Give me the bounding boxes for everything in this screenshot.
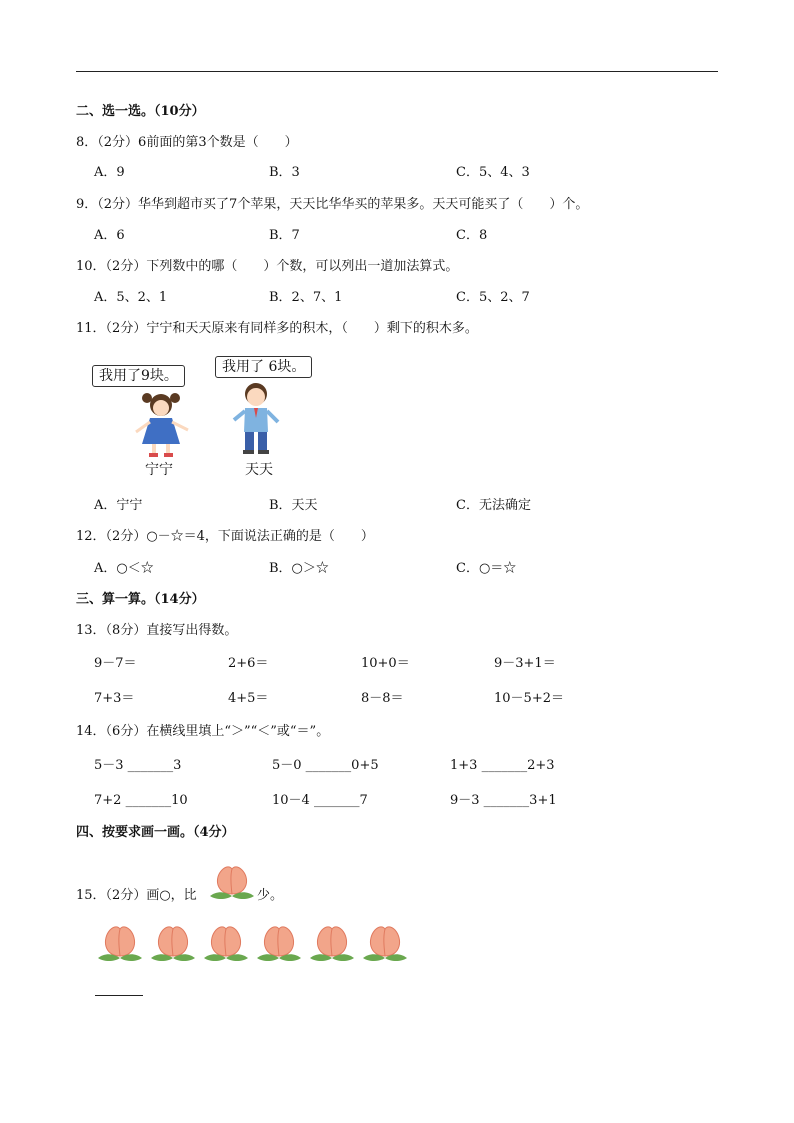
calc-item: 4+5＝ — [228, 691, 269, 706]
q11-option-a[interactable]: A．宁宁 — [94, 498, 143, 513]
peach-icon — [255, 920, 303, 964]
header-rule — [76, 71, 718, 72]
section2-title: 二、选一选。（10分） — [76, 104, 205, 119]
q15-stem-suffix: 少。 — [257, 888, 284, 903]
peach-icon — [149, 920, 197, 964]
q14-stem: 14．（6分）在横线里填上“＞”“＜”或“＝”。 — [76, 724, 330, 739]
q8-stem: 8．（2分）6前面的第3个数是（ ） — [76, 135, 298, 150]
q11-option-b[interactable]: B．天天 — [269, 498, 318, 513]
q12-option-c[interactable]: C．○＝☆ — [456, 561, 517, 576]
calc-item: 10－5+2＝ — [494, 691, 564, 706]
q10-option-b[interactable]: B．2、7、1 — [269, 290, 343, 305]
name-ningning: 宁宁 — [145, 462, 173, 478]
q12-stem: 12．（2分）○－☆＝4，下面说法正确的是（ ） — [76, 529, 374, 544]
peach-row — [96, 920, 416, 966]
q15-stem-prefix: 15．（2分）画○，比 — [76, 888, 197, 903]
speech-bubble-right: 我用了 6块。 — [215, 356, 312, 378]
calc-item: 8－8＝ — [361, 691, 404, 706]
speech-bubble-left: 我用了9块。 — [92, 365, 185, 387]
q8-option-a[interactable]: A．9 — [94, 165, 125, 180]
calc-item: 9－7＝ — [94, 656, 137, 671]
peach-icon — [361, 920, 409, 964]
q9-stem: 9．（2分）华华到超市买了7个苹果，天天比华华买的苹果多。天天可能买了（ ）个。 — [76, 197, 589, 212]
q10-option-a[interactable]: A．5、2、1 — [94, 290, 168, 305]
section3-title: 三、算一算。（14分） — [76, 592, 205, 607]
peach-icon — [208, 860, 256, 902]
q9-option-b[interactable]: B．7 — [269, 228, 300, 243]
q11-stem: 11．（2分）宁宁和天天原来有同样多的积木，（ ）剩下的积木多。 — [76, 321, 478, 336]
name-tiantian: 天天 — [245, 462, 273, 478]
q13-stem: 13．（8分）直接写出得数。 — [76, 623, 238, 638]
q8-option-b[interactable]: B．3 — [269, 165, 300, 180]
peach-icon — [202, 920, 250, 964]
q10-option-c[interactable]: C．5、2、7 — [456, 290, 530, 305]
peach-icon — [96, 920, 144, 964]
calc-item: 9－3+1＝ — [494, 656, 556, 671]
q8-option-c[interactable]: C．5、4、3 — [456, 165, 530, 180]
q9-option-a[interactable]: A．6 — [94, 228, 125, 243]
answer-line[interactable] — [95, 995, 143, 996]
section4-title: 四、按要求画一画。（4分） — [76, 825, 235, 840]
compare-item[interactable]: 10－4 _______7 — [272, 793, 368, 808]
peach-icon — [308, 920, 356, 964]
q12-option-a[interactable]: A．○＜☆ — [94, 561, 154, 576]
q9-option-c[interactable]: C．8 — [456, 228, 488, 243]
q10-stem: 10．（2分）下列数中的哪（ ）个数，可以列出一道加法算式。 — [76, 259, 459, 274]
calc-item: 7+3＝ — [94, 691, 135, 706]
compare-item[interactable]: 1+3 _______2+3 — [450, 758, 555, 773]
calc-item: 10+0＝ — [361, 656, 410, 671]
girl-ningning-illustration — [130, 388, 192, 460]
compare-item[interactable]: 5－0 _______0+5 — [272, 758, 379, 773]
compare-item[interactable]: 7+2 _______10 — [94, 793, 188, 808]
calc-item: 2+6＝ — [228, 656, 269, 671]
boy-tiantian-illustration — [230, 380, 282, 458]
q12-option-b[interactable]: B．○＞☆ — [269, 561, 329, 576]
compare-item[interactable]: 9－3 _______3+1 — [450, 793, 557, 808]
q11-option-c[interactable]: C．无法确定 — [456, 498, 531, 513]
compare-item[interactable]: 5－3 _______3 — [94, 758, 182, 773]
